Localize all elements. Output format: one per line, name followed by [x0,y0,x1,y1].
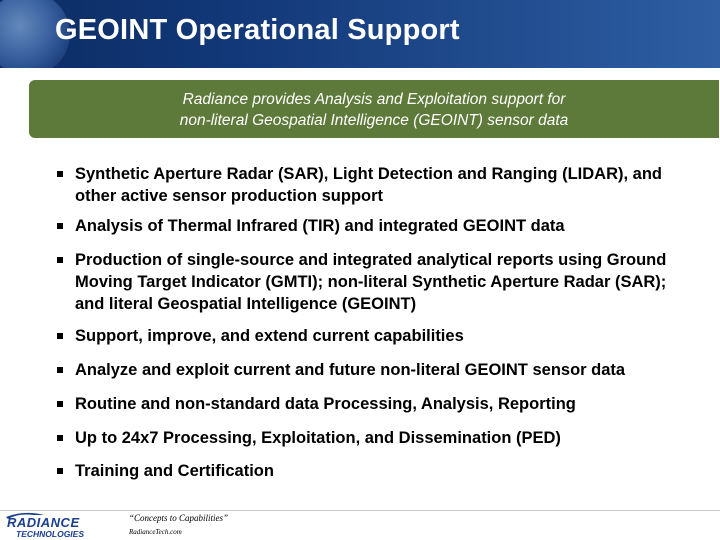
footer-website: RadianceTech.com [129,528,182,536]
bullet-item [56,215,696,237]
banner-line-2: non-literal Geospatial Intelligence (GEOINT) sensor data [179,112,569,129]
radiance-logo [4,511,124,539]
bullet-item [56,460,696,482]
bullet-item [56,393,696,415]
slide-header [0,0,720,68]
slide-title: GEOINT Operational Support [55,14,460,46]
bullet-text: Analysis of Thermal Infrared (TIR) and integrated GEOINT data [75,217,565,235]
bullet-text: Up to 24x7 Processing, Exploitation, and Dissemination (PED) [75,429,561,447]
bullet-item [56,249,696,315]
bullet-text: Analyze and exploit current and future non-literal GEOINT sensor data [75,361,626,379]
bullet-text: Support, improve, and extend current capabilities [75,327,464,345]
banner-line-1: Radiance provides Analysis and Exploitation support for [182,91,566,108]
bullet-item [56,359,696,381]
bullet-text: Production of single-source and integrated analytical reports using Ground Moving Target Indicator (GMTI); non-literal Synthetic Aperture Radar (SAR); and literal Geospatial Intelligence (GEOINT) [75,251,667,313]
footer-tagline: “Concepts to Capabilities” [129,513,229,523]
bullet-item [56,325,696,347]
banner-text [29,89,719,131]
summary-banner [29,80,719,138]
logo-subtitle: TECHNOLOGIES [16,529,85,539]
bullet-text: Synthetic Aperture Radar (SAR), Light Detection and Ranging (LIDAR), and other active sensor production support [75,165,662,205]
logo-wordmark: RADIANCE [7,515,80,530]
bullet-item [56,427,696,449]
bullet-text: Routine and non-standard data Processing, Analysis, Reporting [75,395,576,413]
bullet-item [56,163,696,207]
bullet-text: Training and Certification [75,462,274,480]
